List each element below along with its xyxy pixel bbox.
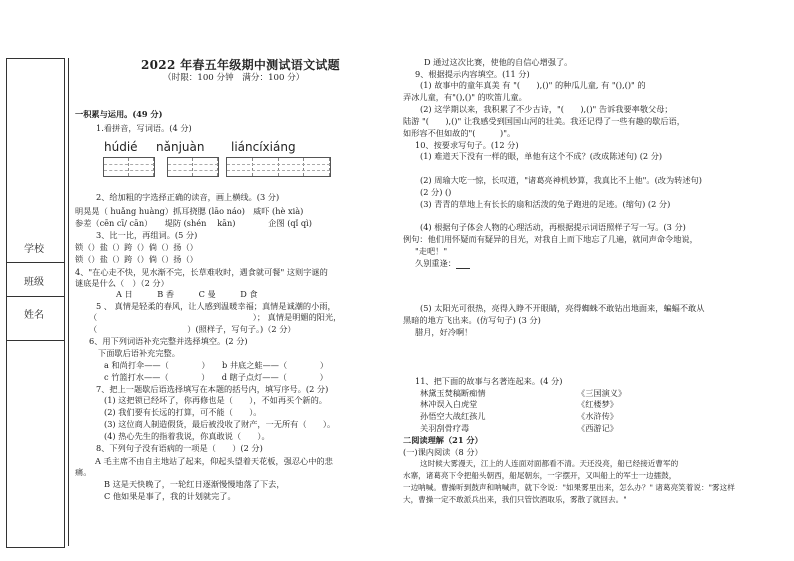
q7-prompt: 7、把上一题歇后语选择填写在本题的括号内，填写序号。(2 分): [96, 384, 329, 394]
answer-grid-1[interactable]: [103, 157, 155, 177]
passage-line-4: 大，曹操一定不敢派兵出来，我们只管饮酒取乐，雾散了就回去。": [403, 495, 627, 504]
section-1-heading: 一积累与运用。(49 分): [75, 109, 163, 119]
q8-option-c: C 他如果是事了，我的计划就完了。: [104, 491, 236, 501]
q4-prompt: 4、"在心走不快，见水渐不完，长草难收时，遇食就可餐" 这则字谜的谜底是什么（ ）（2 分）: [75, 267, 328, 288]
q6-row-1: a 和尚打伞——（ ） b 井底之蛙——（ ）: [104, 360, 329, 370]
name-label: 姓名: [24, 310, 44, 321]
q7-item-2: (2) 我们要有长远的打算，可不能（ ）。: [104, 407, 262, 417]
story-4: 关羽刮骨疗毒: [420, 423, 470, 433]
q11-prompt: 11、把下面的故事与名著连起来。(4 分): [415, 376, 563, 386]
q8-option-b: B 这是天快晚了，一轮红日逐渐慢慢地落了下去，: [104, 479, 285, 489]
q5-line-2: （ ）； 真情是明媚的阳光，: [89, 312, 342, 322]
q9-line-5: 如形容不但如故的"( )"。: [403, 128, 516, 138]
q1-prompt: 1.看拼音，写词语。(4 分): [96, 123, 192, 133]
q10-item-3: (3) 青青的草地上有长长的扇和活泼的兔子跑进的足迹。(缩句) (2 分): [420, 199, 671, 209]
class-line: [6, 296, 64, 297]
section-2-heading: 二阅读理解（21 分）: [403, 435, 483, 445]
q6-sub: 下面歇后语补充完整。: [98, 348, 180, 358]
q3-prompt: 3、比一比，再组词。(5 分): [96, 230, 198, 240]
q6-prompt: 6、用下列词语补充完整并选择填空。(2 分): [89, 336, 248, 346]
q7-item-3: (3) 这位商人制造假货，最后被没收了财产，一无所有（ ）。: [104, 419, 336, 429]
q5-line-1: 5 、 真情是轻柔的春风，让人感到温暖幸福；真情是诚潮的小雨，: [96, 301, 336, 311]
book-1: 《三国演义》: [577, 388, 627, 398]
story-1: 林黛玉焚稿断痴情: [420, 388, 486, 398]
q2-line-1: 明晃晃（ huǎng huàng）抓耳挠腮 (lāo náo) 威吓 (hè xià): [75, 206, 304, 216]
q10-prompt: 10、按要求写句子。(12 分): [415, 140, 519, 150]
q5-line-3: （ ）(照样子，写句子。)（2 分）: [89, 324, 296, 334]
q9-line-2: 弄冰儿童，有"(),()" 的吹笛儿童。: [403, 92, 527, 102]
book-3: 《水浒传》: [577, 411, 618, 421]
passage-line-3: 一边呐喊。曹操听到鼓声和呐喊声，就下令说："如果雾里出来，怎么办？" 诸葛亮笑着说："雾这样: [403, 483, 735, 492]
q2-line-2: 参差（cēn cī/ cān） 堤防 (shén kān) 企图 (qǐ qì): [75, 218, 312, 228]
q9-line-4: 陆游 "( ),()" 让我感受到国国山河的壮美。我还记得了一些有趣的歇后语，: [403, 116, 685, 126]
q10-item-4: (4) 根据句子体会人物的心理活动，再根据提示词语照样子写一写。(3 分): [420, 222, 686, 232]
class-label: 班级: [24, 277, 44, 288]
exam-title: 2022 年春五年级期中测试语文试题: [141, 58, 340, 72]
q8-option-d: D 通过这次比赛，使他的自信心增强了。: [424, 57, 573, 67]
school-label: 学校: [24, 244, 44, 255]
q10-item-2: (2) 周瑜大吃一惊，长叹道，"诸葛亮神机妙算，我真比不上他"。(改为转述句): [420, 175, 702, 185]
q2-prompt: 2、给加粗的字选择正确的读音，画上横线。(3 分): [96, 192, 280, 202]
q10-example-2: "走吧！": [415, 246, 448, 256]
exam-subtitle: （时限：100 分钟 满分：100 分）: [163, 73, 305, 83]
binding-line: [68, 58, 69, 546]
q10-item-5-start: 腊月，好冷啊！: [415, 327, 473, 337]
q10-item-1: (1) 难道天下没有一样的眼，单他有这个不成？(改成陈述句) (2 分): [420, 151, 663, 161]
q8-prompt: 8、下列句子没有语病的一项是（ ）(2 分): [96, 443, 263, 453]
q10-item-5: (5) 太阳光可很热，亮得入睁不开眼睛，亮得蜘蛛不敢钻出地面来，蝙蝠不敢从: [420, 303, 705, 313]
q9-line-3: (2) 这学期以来，我积累了不少古诗，"( ),()" 告诉我要率敬父母；: [420, 104, 673, 114]
q9-prompt: 9、根据提示内容填空。(11 分): [415, 69, 530, 79]
q10-item-5-cont: 黑暗的地方飞出来。(仿写句子) (3 分): [403, 315, 541, 325]
answer-grid-2[interactable]: [167, 157, 219, 177]
pinyin-1: húdié: [104, 140, 138, 154]
answer-grid-3[interactable]: [226, 157, 331, 177]
q6-row-2: c 竹篮打水——（ ） d 瞎子点灯——（ ）: [104, 372, 328, 382]
q3-line-1: 锁（）盐（）跨（）倘（）扬（）: [75, 242, 198, 252]
q10-reunion-answer-line[interactable]: [456, 268, 470, 269]
passage-line-2: 水寨，诸葛亮下令把船头朝西，船尾朝东，一字摆开，又叫船上的军士一边擂鼓，: [403, 471, 677, 480]
q10-item-2-score: (2 分) (): [420, 187, 452, 197]
reading-1-heading: (一)课内阅读（8 分）: [403, 447, 483, 457]
school-line: [6, 262, 64, 263]
q7-item-1: (1) 这把锁已经坏了，你再修也是（ ），不如再买个新的。: [104, 395, 327, 405]
q8-option-a: A 毛主席不由自主地站了起来，仰起头望着天花板，强忍心中的悲痛。: [75, 456, 333, 477]
book-2: 《红楼梦》: [577, 399, 618, 409]
q3-line-2: 锁（）盐（）跨（）倘（）扬（）: [75, 254, 198, 264]
q7-item-4: (4) 热心先生的指着我说，你真敢说（ ）。: [104, 431, 270, 441]
pinyin-3: liáncíxiáng: [231, 140, 296, 154]
story-2: 林冲误入白虎堂: [420, 399, 478, 409]
passage-line-1: 这时候大雾漫天，江上的人连面对面都看不清。天还没亮，船已经接近曹军的: [420, 459, 679, 468]
q4-options: A 日 B 香 C 曼 D 食: [116, 289, 258, 299]
q10-reunion-label: 久别重逢：: [415, 258, 456, 268]
name-line: [6, 340, 64, 341]
story-3: 孙悟空大战红孩儿: [420, 411, 486, 421]
pinyin-2: nǎnjuàn: [156, 140, 205, 154]
book-4: 《西游记》: [577, 423, 618, 433]
q10-example-1: 例句：他们用怀疑而有疑异的目光，对我自上而下地忘了几遍，就同声命令地说，: [403, 234, 698, 244]
q9-line-1: (1) 故事中的童年真美 有 "( ),()" 的种瓜儿童, 有 "(),()" 的: [420, 80, 646, 90]
student-info-box: [6, 58, 65, 548]
